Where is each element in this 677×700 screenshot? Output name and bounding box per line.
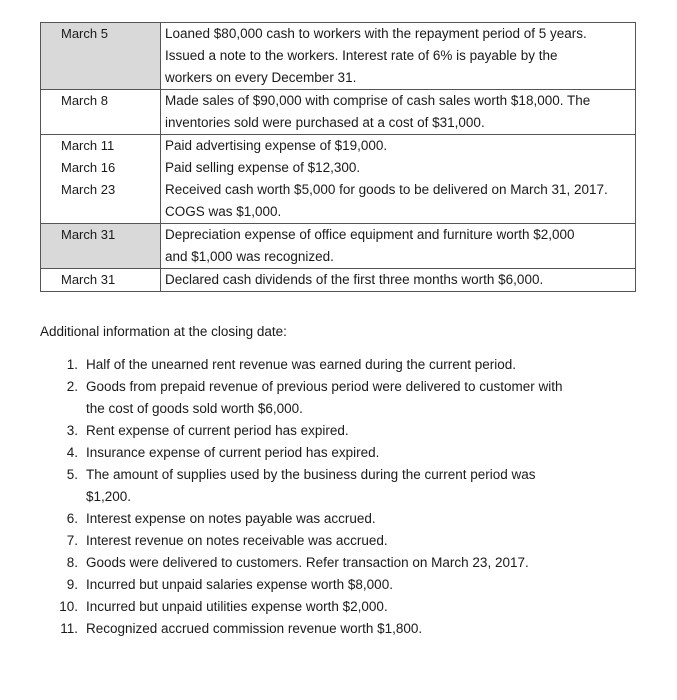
item-line: The amount of supplies used by the business during the current period was [86,467,536,482]
txn-description [161,135,636,158]
txn-line: Made sales of $90,000 with comprise of cash sales worth $18,000. The [165,93,591,108]
item-line: Incurred but unpaid salaries expense worth $8,000. [86,577,393,592]
txn-line: Declared cash dividends of the first three months worth $6,000. [165,272,544,287]
txn-date: March 31 [41,224,161,269]
list-item [40,530,640,552]
txn-description [161,269,636,292]
item-line: Insurance expense of current period has expired. [86,445,380,460]
txn-date: March 16 [41,157,161,179]
txn-line: Paid advertising expense of $19,000. [165,138,388,153]
table-row [41,135,636,158]
item-number: 7. [66,533,78,548]
item-line: Interest expense on notes payable was accrued. [86,511,376,526]
item-line: Recognized accrued commission revenue worth $1,800. [86,621,423,636]
txn-date: March 11 [41,135,161,158]
list-item [40,618,640,640]
additional-info-title: Additional information at the closing date: [40,324,287,339]
txn-line: Depreciation expense of office equipment and furniture worth $2,000 [165,227,575,242]
table-row [41,90,636,135]
table-row [41,269,636,292]
item-line: Incurred but unpaid utilities expense worth $2,000. [86,599,388,614]
txn-date: March 23 [41,179,161,224]
txn-line: workers on every December 31. [165,70,357,85]
list-item [40,574,640,596]
item-number: 6. [66,511,78,526]
item-line: the cost of goods sold worth $6,000. [86,401,303,416]
txn-description [161,90,636,135]
item-number: 10. [59,599,78,614]
item-number: 4. [66,445,78,460]
list-item [40,354,640,376]
list-item [40,552,640,574]
item-number: 11. [60,621,78,636]
item-number: 3. [66,423,78,438]
item-number: 8. [66,555,78,570]
item-number: 9. [66,577,78,592]
item-line: Rent expense of current period has expired. [86,423,349,438]
item-line: Goods from prepaid revenue of previous period were delivered to customer with [86,379,563,394]
txn-line: Issued a note to the workers. Interest rate of 6% is payable by the [165,48,558,63]
txn-date: March 5 [41,23,161,90]
item-number: 2. [66,379,78,394]
txn-description [161,157,636,179]
item-line: Half of the unearned rent revenue was earned during the current period. [86,357,517,372]
item-number: 1. [66,357,78,372]
list-item [40,420,640,442]
txn-date: March 31 [41,269,161,292]
list-item [40,442,640,464]
txn-line: and $1,000 was recognized. [165,249,334,264]
list-item [40,464,640,508]
txn-line: Received cash worth $5,000 for goods to be delivered on March 31, 2017. [165,182,608,197]
txn-description [161,179,636,224]
table-row [41,224,636,269]
txn-description [161,224,636,269]
item-line: $1,200. [86,489,132,504]
table-row [41,157,636,179]
list-item [40,376,640,420]
additional-info-list [40,354,640,640]
list-item [40,508,640,530]
item-line: Interest revenue on notes receivable was accrued. [86,533,388,548]
txn-line: Paid selling expense of $12,300. [165,160,361,175]
item-line: Goods were delivered to customers. Refer transaction on March 23, 2017. [86,555,529,570]
transactions-table [40,22,636,292]
txn-line: inventories sold were purchased at a cost of $31,000. [165,115,485,130]
txn-date: March 8 [41,90,161,135]
table-row [41,23,636,90]
txn-description [161,23,636,90]
item-number: 5. [66,467,78,482]
txn-line: Loaned $80,000 cash to workers with the repayment period of 5 years. [165,26,587,41]
txn-line: COGS was $1,000. [165,204,282,219]
table-row [41,179,636,224]
list-item [40,596,640,618]
